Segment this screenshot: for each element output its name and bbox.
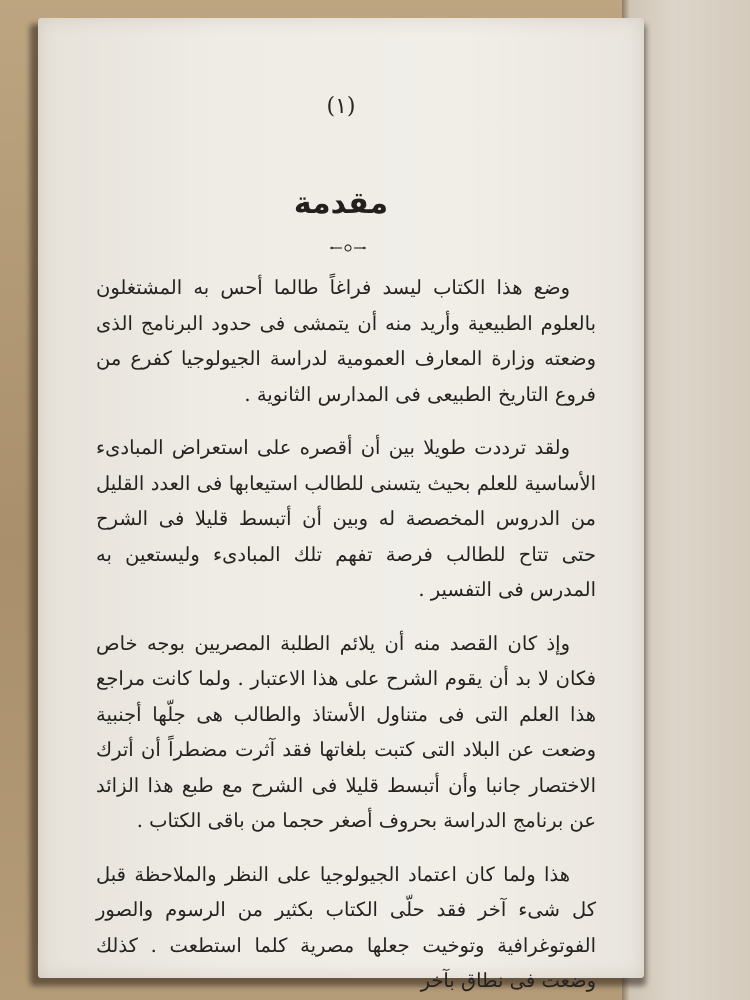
ornament-divider-icon bbox=[328, 242, 368, 254]
paragraph-1: وضع هذا الكتاب ليسد فراغاً طالما أحس به المشتغلون بالعلوم الطبيعية وأريد منه أن يتمشى فى حدود البرنامج الذى وضعته وزارة المعارف العمومية لدراسة الجيولوجيا كفرع من فروع التاريخ الطبيعى فى المدارس الثانوية . bbox=[96, 276, 596, 406]
paragraph-2: ولقد ترددت طويلا بين أن أقصره على استعراض المبادىء الأساسية للعلم بحيث يتسنى للطالب استيعابها فى العدد القليل من الدروس المخصصة له وبين أن أتبسط قليلا فى الشرح حتى تتاح للطالب فرصة تفهم تلك المبادىء وليستعين به المدرس فى التفسير . bbox=[96, 436, 596, 601]
book-page bbox=[38, 18, 644, 992]
body-text bbox=[96, 270, 596, 1000]
paragraph-3: وإذ كان القصد منه أن يلائم الطلبة المصريين بوجه خاص فكان لا بد أن يقوم الشرح على هذا الاعتبار . ولما كانت مراجع هذا العلم التى فى متناول الأستاذ والطالب هى جلّها أجنبية وضعت عن البلاد التى كتبت بلغاتها فقد آثرت مضطراً أن أترك الاختصار جانبا وأن أتبسط قليلا فى الشرح مع طبع هذا الزائد عن برنامج الدراسة بحروف أصغر حجما من باقى الكتاب . bbox=[96, 631, 596, 832]
page-number: (١) bbox=[326, 94, 356, 119]
page-heading: مقدمة bbox=[293, 186, 389, 221]
paragraph-4: هذا ولما كان اعتماد الجيولوجيا على النظر والملاحظة قبل كل شىء آخر فقد حلّى الكتاب بكثير من الرسوم والصور الفوتوغرافية وتوخيت جعلها مصرية كلما استطعت . كذلك وضعت فى نطاق بآخر bbox=[96, 862, 596, 992]
